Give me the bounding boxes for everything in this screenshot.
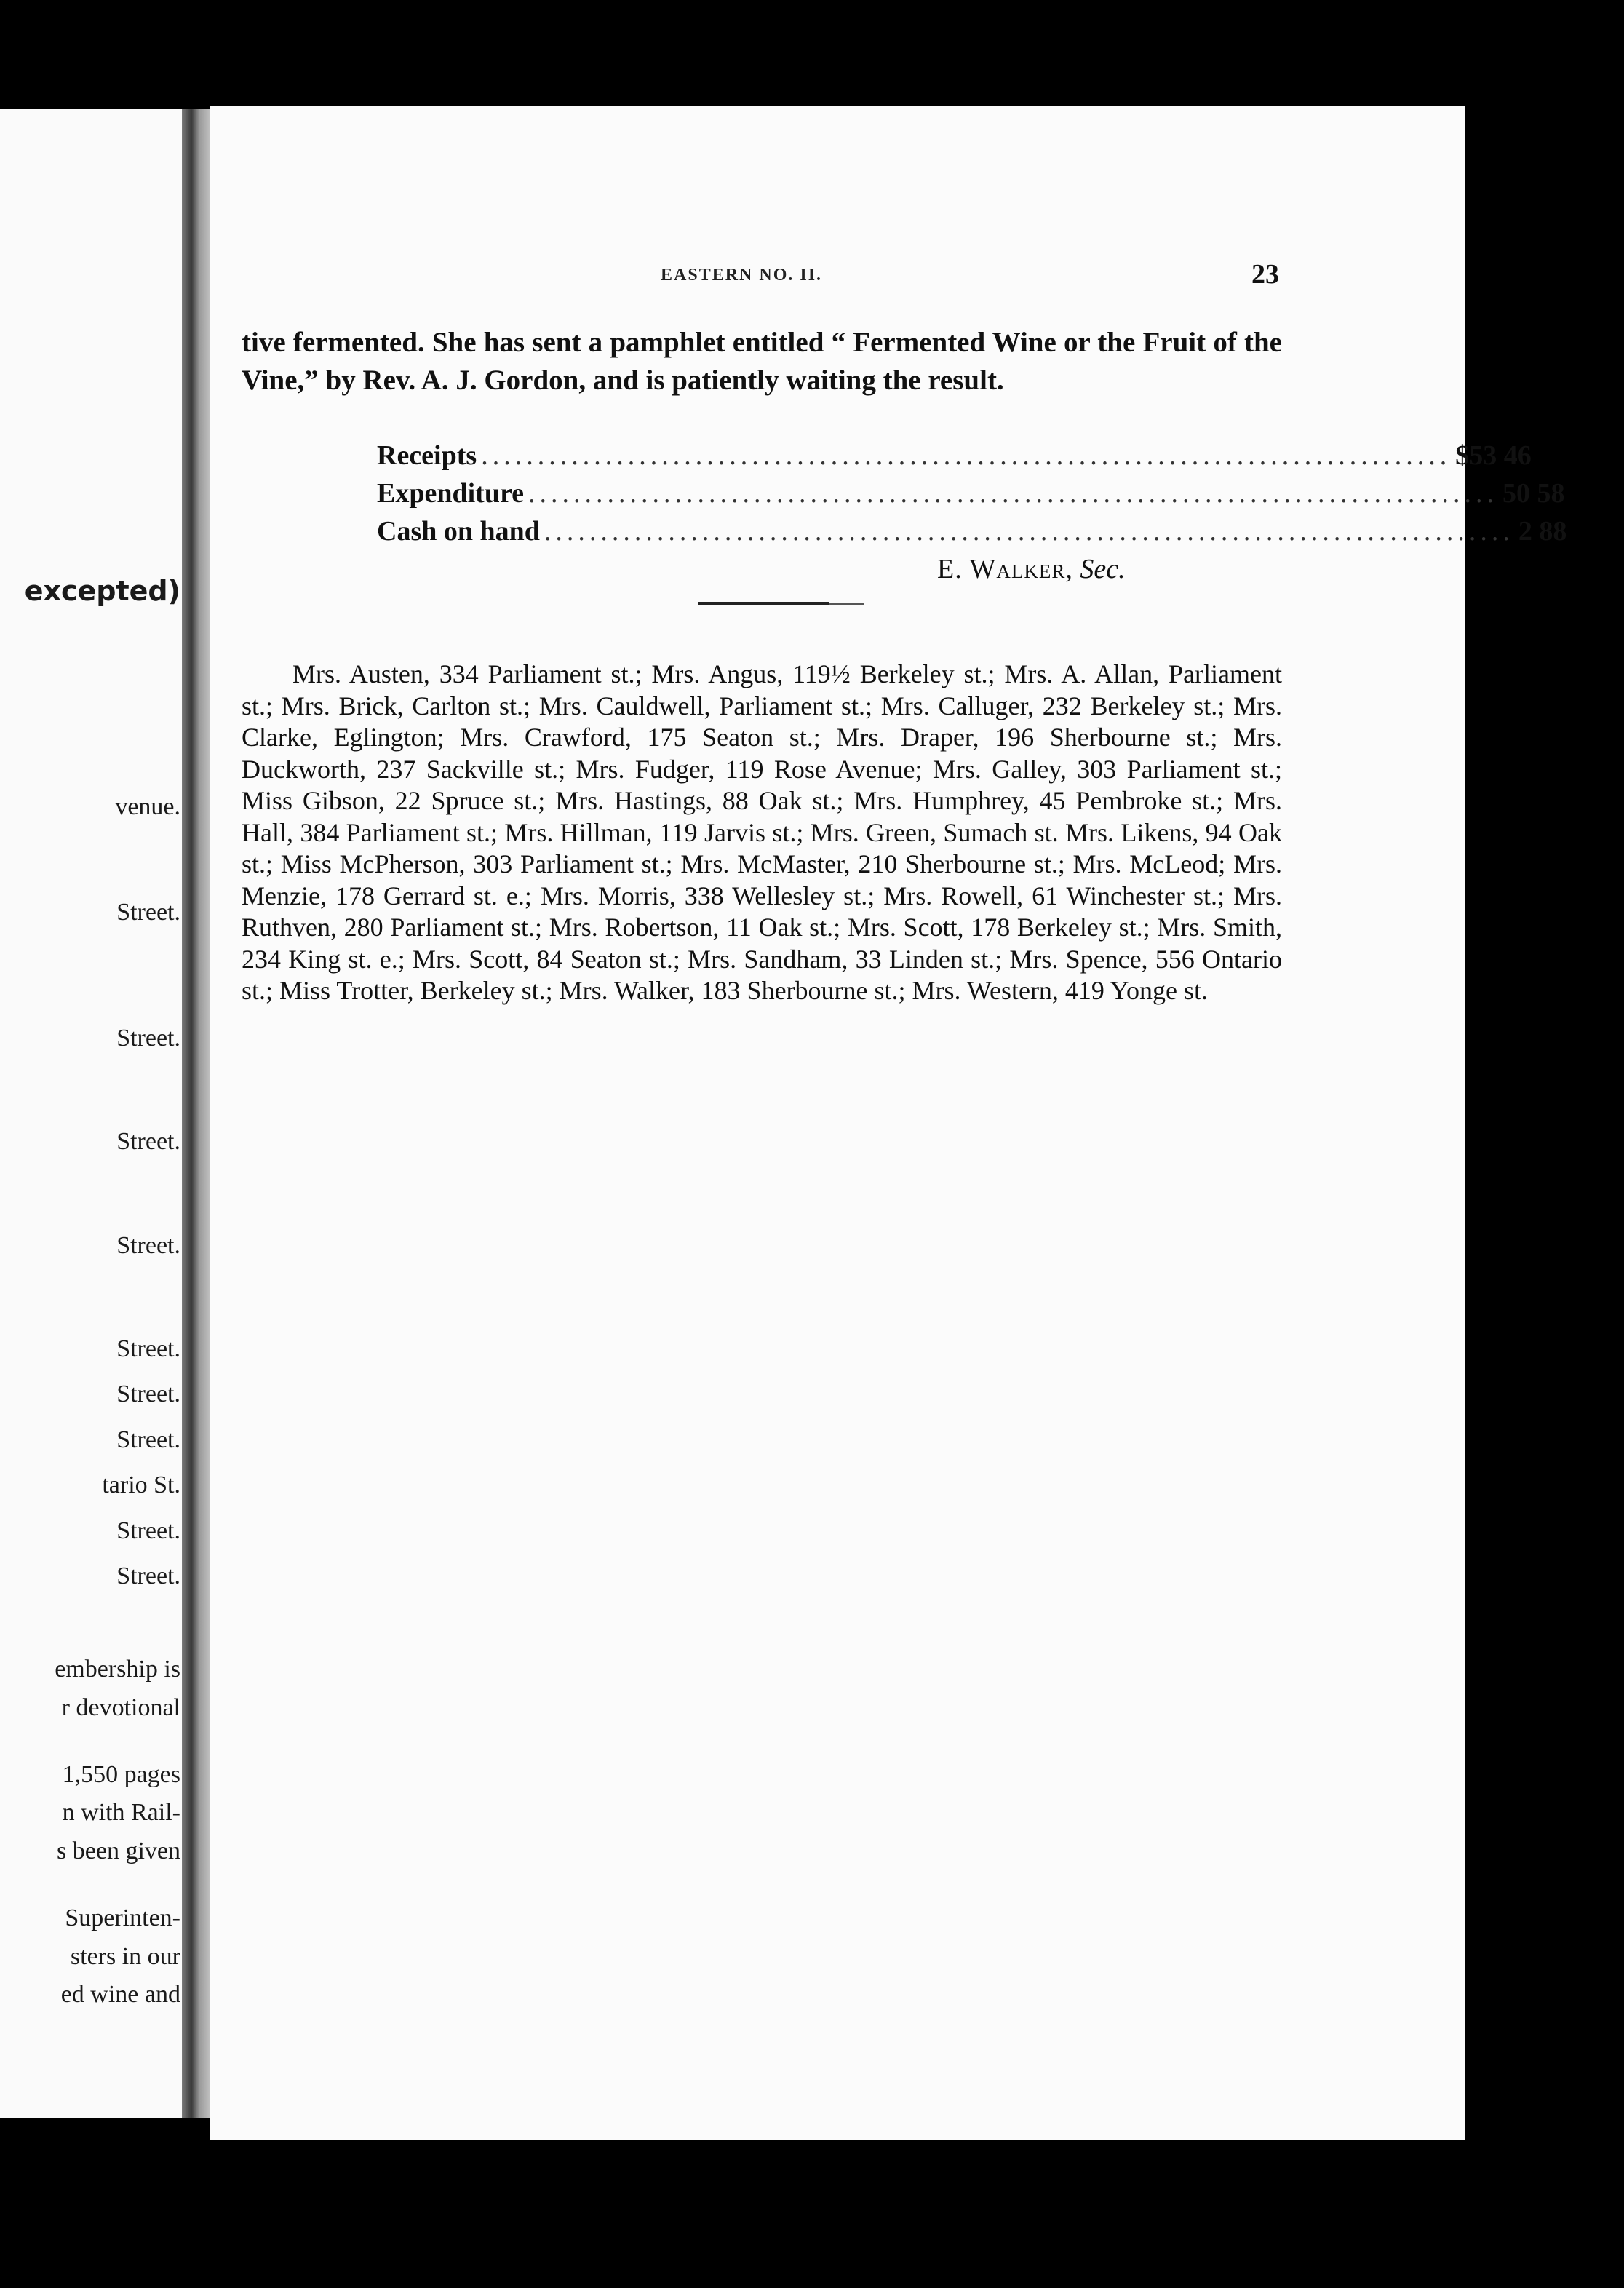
left-line: embership is (55, 1656, 180, 1683)
book-page (210, 106, 1567, 2140)
account-amount: 50 58 (1502, 478, 1565, 509)
left-line: sters in our (70, 1943, 180, 1970)
account-label: Cash on hand (377, 516, 540, 547)
signature-title: Sec. (1080, 554, 1126, 584)
account-row (377, 512, 1567, 550)
signature (937, 553, 1126, 585)
dot-leader: ...................................................................................... (481, 440, 1452, 471)
page-header (210, 258, 1279, 290)
account-amount: $53 46 (1455, 440, 1532, 471)
signature-name: E. Walker, (937, 554, 1073, 584)
left-line: Street. (116, 1232, 180, 1259)
left-line: Street. (116, 1381, 180, 1407)
accounts-table (377, 437, 1567, 550)
left-line: ed wine and (60, 1981, 180, 2008)
previous-page-fragment (0, 109, 191, 2118)
section-rule (698, 602, 829, 605)
left-line: Street. (116, 1128, 180, 1155)
dot-leader: ...................................................................................... (544, 516, 1514, 547)
left-line: Street. (116, 1426, 180, 1453)
account-row (377, 474, 1565, 512)
left-line: Superinten- (65, 1904, 180, 1931)
left-line: Street. (116, 1025, 180, 1052)
left-line: Street. (116, 1517, 180, 1544)
section-rule-tail (829, 603, 864, 605)
left-line: tario St. (102, 1471, 180, 1498)
left-heading-fragment: excepted) (24, 575, 180, 607)
left-line: Street. (116, 1335, 180, 1362)
dot-leader: ...................................................................................... (528, 478, 1499, 509)
account-label: Receipts (377, 440, 477, 471)
member-list: Mrs. Austen, 334 Parliament st.; Mrs. Angus, 119½ Berkeley st.; Mrs. A. Allan, Parliament st.; Mrs. Brick, Carlton st.; Mrs. Cauldwell, Parliament st.; Mrs. Calluger, 232 Berkeley st.; Mrs. Clarke, Eglington; Mrs. Crawford, 175 Seaton st.; Mrs. Draper, 196 Sherbourne st.; Mrs. Duckworth, 237 Sackville st.; Mrs. Fudger, 119 Rose Avenue; Mrs. Galley, 303 Parliament st.; Miss Gibson, 22 Spruce st.; Mrs. Hastings, 88 Oak st.; Mrs. Humphrey, 45 Pembroke st.; Mrs. Hall, 384 Parliament st.; Mrs. Hillman, 119 Jarvis st.; Mrs. Green, Sumach st. Mrs. Likens, 94 Oak st.; Miss McPherson, 303 Parliament st.; Mrs. McMaster, 210 Sherbourne st.; Mrs. McLeod; Mrs. Menzie, 178 Gerrard st. e.; Mrs. Morris, 338 Wellesley st.; Mrs. Rowell, 61 Winchester st.; Mrs. Ruthven, 280 Parliament st.; Mrs. Robertson, 11 Oak st.; Mrs. Scott, 178 Berkeley st.; Mrs. Smith, 234 King st. e.; Mrs. Scott, 84 Seaton st.; Mrs. Sandham, 33 Linden st.; Mrs. Spence, 556 Ontario st.; Miss Trotter, Berkeley st.; Mrs. Walker, 183 Sherbourne st.; Mrs. Western, 419 Yonge st. (242, 659, 1282, 1005)
left-line: s been given (57, 1838, 180, 1864)
left-line: n with Rail- (62, 1799, 180, 1826)
left-line: Street. (116, 1562, 180, 1589)
left-line: r devotional (61, 1694, 180, 1721)
running-head: EASTERN NO. II. (661, 266, 823, 285)
page-number: 23 (1251, 259, 1279, 290)
left-line: Street. (116, 899, 180, 926)
left-line: venue. (115, 793, 180, 820)
left-line: 1,550 pages (62, 1761, 180, 1788)
account-amount: 2 88 (1518, 516, 1567, 547)
account-label: Expenditure (377, 478, 525, 509)
paragraph: tive fermented. She has sent a pamphlet entitled “ Fermented Wine or the Fruit of the Vine,” by Rev. A. J. Gordon, and is patiently waiting the result. (242, 327, 1282, 396)
account-row (377, 437, 1532, 474)
